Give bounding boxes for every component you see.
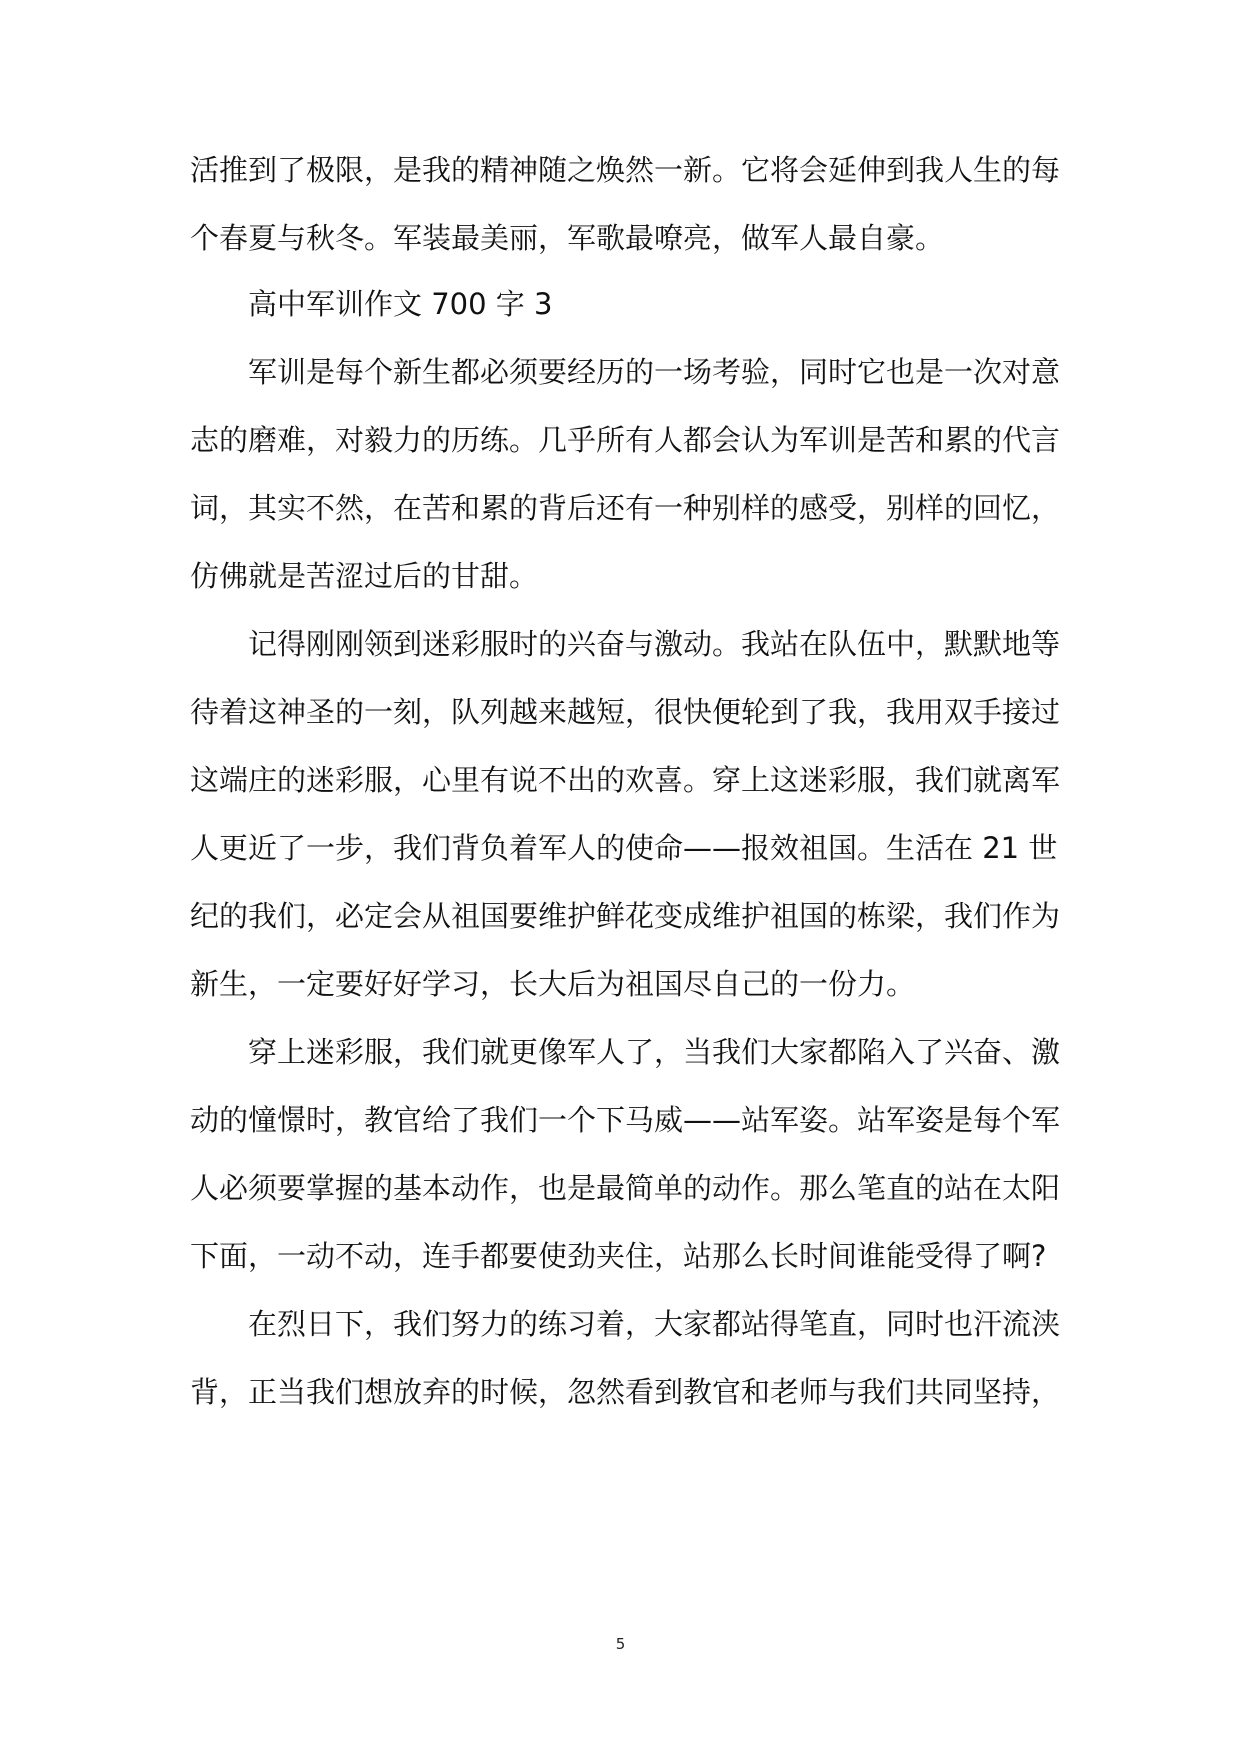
text-line-11: 人更近了一步，我们背负着军人的使命——报效祖国。生活在 21 世 bbox=[190, 831, 1058, 865]
text-line-19: 背，正当我们想放弃的时候，忽然看到教官和老师与我们共同坚持， bbox=[190, 1375, 1061, 1409]
text-line-16: 人必须要掌握的基本动作，也是最简单的动作。那么笔直的站在太阳 bbox=[190, 1171, 1061, 1205]
text-line-6: 词，其实不然，在苦和累的背后还有一种别样的感受，别样的回忆， bbox=[190, 491, 1061, 525]
text-line-12: 纪的我们，必定会从祖国要维护鲜花变成维护祖国的栋梁，我们作为 bbox=[190, 899, 1061, 933]
text-line-8: 记得刚刚领到迷彩服时的兴奋与激动。我站在队伍中，默默地等 bbox=[248, 627, 1061, 661]
text-line-13: 新生，一定要好好学习，长大后为祖国尽自己的一份力。 bbox=[190, 967, 916, 1001]
text-line-15: 动的憧憬时，教官给了我们一个下马威——站军姿。站军姿是每个军 bbox=[190, 1103, 1061, 1137]
page-number: 5 bbox=[615, 1635, 626, 1653]
text-line-7: 仿佛就是苦涩过后的甘甜。 bbox=[190, 559, 539, 593]
section-heading: 高中军训作文 700 字 3 bbox=[248, 287, 553, 321]
text-line-18: 在烈日下，我们努力的练习着，大家都站得笔直，同时也汗流浃 bbox=[248, 1307, 1061, 1341]
text-line-1: 活推到了极限，是我的精神随之焕然一新。它将会延伸到我人生的每 bbox=[190, 153, 1061, 187]
text-line-9: 待着这神圣的一刻，队列越来越短，很快便轮到了我，我用双手接过 bbox=[190, 695, 1061, 729]
text-line-17: 下面，一动不动，连手都要使劲夹住，站那么长时间谁能受得了啊? bbox=[190, 1239, 1047, 1273]
text-line-10: 这端庄的迷彩服，心里有说不出的欢喜。穿上这迷彩服，我们就离军 bbox=[190, 763, 1061, 797]
text-line-5: 志的磨难，对毅力的历练。几乎所有人都会认为军训是苦和累的代言 bbox=[190, 423, 1061, 457]
text-line-2: 个春夏与秋冬。军装最美丽，军歌最嘹亮，做军人最自豪。 bbox=[190, 221, 945, 255]
text-line-4: 军训是每个新生都必须要经历的一场考验，同时它也是一次对意 bbox=[248, 355, 1061, 389]
text-line-14: 穿上迷彩服，我们就更像军人了，当我们大家都陷入了兴奋、激 bbox=[248, 1035, 1061, 1069]
